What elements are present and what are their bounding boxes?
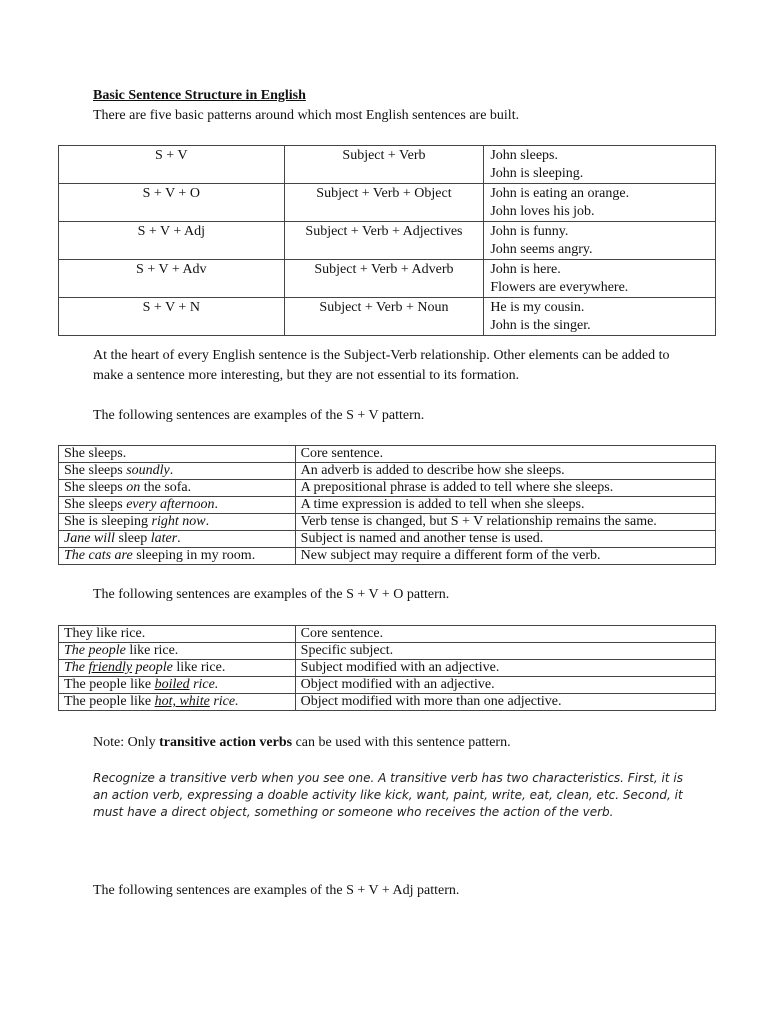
pattern-formula: Subject + Verb + Object bbox=[284, 184, 484, 222]
description-cell: A prepositional phrase is added to tell where she sleeps. bbox=[295, 480, 715, 497]
pattern-code: S + V + Adv bbox=[59, 260, 285, 298]
table-row bbox=[59, 677, 716, 694]
example-line: John is here. bbox=[490, 262, 561, 277]
table-row bbox=[59, 626, 716, 643]
table-row bbox=[59, 660, 716, 677]
example-line: John seems angry. bbox=[490, 242, 593, 257]
table-row bbox=[59, 463, 716, 480]
table-row bbox=[59, 643, 716, 660]
paragraph-subject-verb: At the heart of every English sentence is the Subject-Verb relationship. Other elements can be added to make a sentence more interesting, but they are not essential to its formation. bbox=[93, 348, 670, 383]
example-line: John is the singer. bbox=[490, 318, 591, 333]
table-row bbox=[59, 497, 716, 514]
description-cell: Core sentence. bbox=[295, 626, 715, 643]
pattern-examples bbox=[484, 298, 716, 336]
note-transitive: Note: Only transitive action verbs can be used with this sentence pattern. bbox=[93, 735, 511, 750]
description-cell: Object modified with an adjective. bbox=[295, 677, 715, 694]
description-cell: New subject may require a different form of the verb. bbox=[295, 548, 715, 565]
sentence-cell: The people like rice. bbox=[59, 643, 296, 660]
table-row bbox=[59, 531, 716, 548]
page-title: Basic Sentence Structure in English bbox=[93, 88, 306, 103]
table-row bbox=[59, 298, 716, 336]
description-cell: Subject is named and another tense is used. bbox=[295, 531, 715, 548]
pattern-code: S + V + Adj bbox=[59, 222, 285, 260]
sv-examples-table bbox=[58, 445, 716, 565]
pattern-formula: Subject + Verb + Adjectives bbox=[284, 222, 484, 260]
pattern-formula: Subject + Verb bbox=[284, 146, 484, 184]
pattern-code: S + V bbox=[59, 146, 285, 184]
svo-intro: The following sentences are examples of the S + V + O pattern. bbox=[93, 587, 450, 602]
pattern-formula: Subject + Verb + Adverb bbox=[284, 260, 484, 298]
sentence-cell: Jane will sleep later. bbox=[59, 531, 296, 548]
table-row bbox=[59, 184, 716, 222]
sentence-cell: She sleeps soundly. bbox=[59, 463, 296, 480]
example-line: John is eating an orange. bbox=[490, 186, 630, 201]
description-cell: An adverb is added to describe how she sleeps. bbox=[295, 463, 715, 480]
sentence-cell: The people like hot, white rice. bbox=[59, 694, 296, 711]
pattern-examples bbox=[484, 260, 716, 298]
example-line: He is my cousin. bbox=[490, 300, 585, 315]
description-cell: Subject modified with an adjective. bbox=[295, 660, 715, 677]
table-row bbox=[59, 694, 716, 711]
pattern-examples bbox=[484, 146, 716, 184]
sentence-cell: She sleeps. bbox=[59, 446, 296, 463]
table-row bbox=[59, 548, 716, 565]
sentence-cell: They like rice. bbox=[59, 626, 296, 643]
sentence-cell: She sleeps every afternoon. bbox=[59, 497, 296, 514]
table-row bbox=[59, 260, 716, 298]
table-row bbox=[59, 480, 716, 497]
sentence-cell: The cats are sleeping in my room. bbox=[59, 548, 296, 565]
example-line: John is sleeping. bbox=[490, 166, 584, 181]
description-cell: Core sentence. bbox=[295, 446, 715, 463]
sv-adj-intro: The following sentences are examples of the S + V + Adj pattern. bbox=[93, 883, 460, 898]
table-row bbox=[59, 222, 716, 260]
pattern-code: S + V + O bbox=[59, 184, 285, 222]
intro-text: There are five basic patterns around which most English sentences are built. bbox=[93, 108, 520, 123]
pattern-formula: Subject + Verb + Noun bbox=[284, 298, 484, 336]
table-row bbox=[59, 146, 716, 184]
sentence-cell: She sleeps on the sofa. bbox=[59, 480, 296, 497]
table-row bbox=[59, 446, 716, 463]
sentence-cell: The friendly people like rice. bbox=[59, 660, 296, 677]
patterns-table bbox=[58, 145, 716, 336]
description-cell: Specific subject. bbox=[295, 643, 715, 660]
sv-intro: The following sentences are examples of the S + V pattern. bbox=[93, 408, 425, 423]
description-cell: Object modified with more than one adjective. bbox=[295, 694, 715, 711]
example-line: Flowers are everywhere. bbox=[490, 280, 629, 295]
example-line: John is funny. bbox=[490, 224, 569, 239]
svo-examples-table bbox=[58, 625, 716, 711]
sentence-cell: The people like boiled rice. bbox=[59, 677, 296, 694]
example-line: John loves his job. bbox=[490, 204, 595, 219]
example-line: John sleeps. bbox=[490, 148, 558, 163]
transitive-verb-note: Recognize a transitive verb when you see one. A transitive verb has two characteristics. First, it is an action verb, expressing a doable activity like kick, want, paint, write, eat, clean, etc. Second, it must have a direct object, something or someone who receives the action of the verb. bbox=[93, 771, 683, 819]
sentence-cell: She is sleeping right now. bbox=[59, 514, 296, 531]
pattern-examples bbox=[484, 222, 716, 260]
description-cell: Verb tense is changed, but S + V relationship remains the same. bbox=[295, 514, 715, 531]
description-cell: A time expression is added to tell when she sleeps. bbox=[295, 497, 715, 514]
pattern-examples bbox=[484, 184, 716, 222]
table-row bbox=[59, 514, 716, 531]
pattern-code: S + V + N bbox=[59, 298, 285, 336]
